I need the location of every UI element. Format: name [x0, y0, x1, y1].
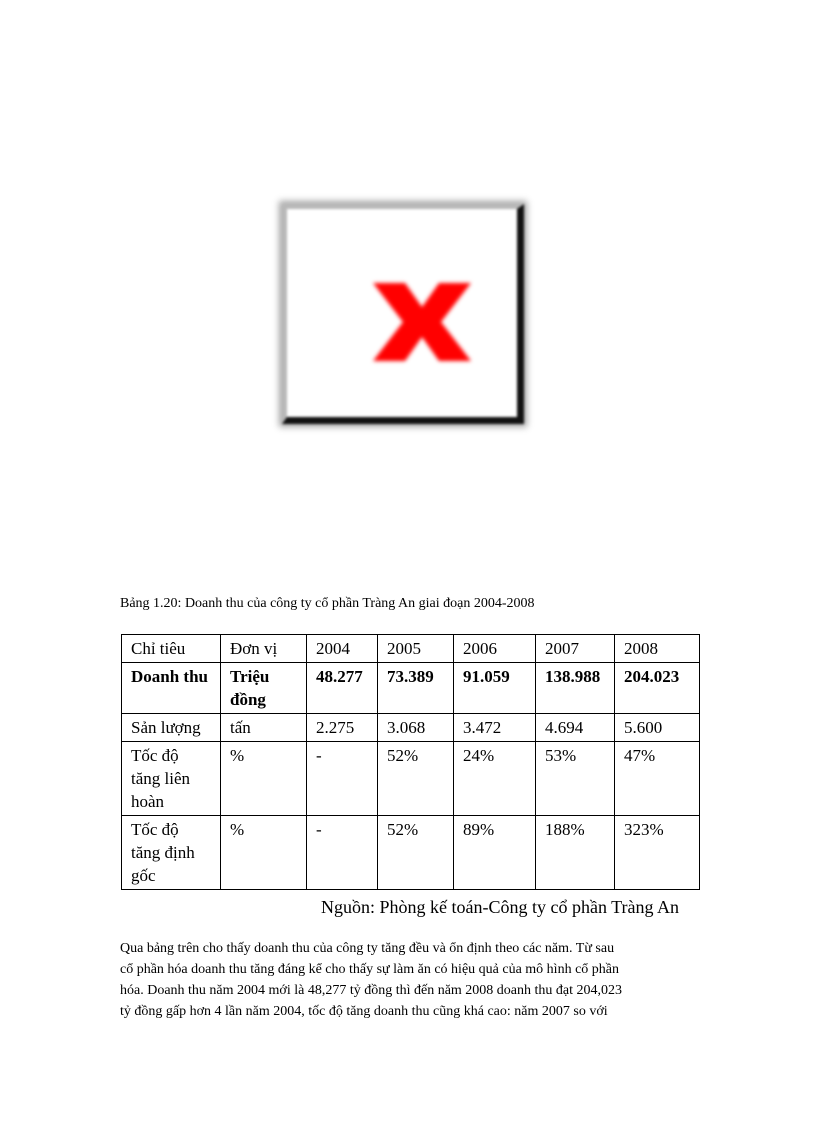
table-cell: 3.068 — [378, 714, 454, 742]
table-cell: 323% — [615, 816, 700, 890]
table-cell: Doanh thu — [122, 663, 221, 714]
table-cell: Sản lượng — [122, 714, 221, 742]
table-source-note: Nguồn: Phòng kế toán-Công ty cổ phần Tràng An — [321, 897, 679, 917]
table-cell: - — [307, 742, 378, 816]
table-cell: 3.472 — [454, 714, 536, 742]
broken-image-placeholder — [276, 198, 544, 438]
paragraph-line: cổ phần hóa doanh thu tăng đáng kể cho thấy sự làm ăn có hiệu quả của mô hình cổ phần — [120, 962, 620, 977]
table-cell: 52% — [378, 816, 454, 890]
header-cell: 2005 — [378, 635, 454, 663]
table-caption: Bảng 1.20: Doanh thu của công ty cổ phần Tràng An giai đoạn 2004-2008 — [120, 596, 535, 611]
table-cell: 47% — [615, 742, 700, 816]
table-cell: 73.389 — [378, 663, 454, 714]
table-cell: % — [221, 816, 307, 890]
table-cell: 24% — [454, 742, 536, 816]
table-cell: tấn — [221, 714, 307, 742]
table-cell: % — [221, 742, 307, 816]
table-row — [122, 714, 700, 742]
body-paragraph — [120, 938, 698, 1022]
table-cell: Triệu đồng — [221, 663, 307, 714]
table-header-row — [122, 635, 700, 663]
table-cell: 188% — [536, 816, 615, 890]
header-cell: 2004 — [307, 635, 378, 663]
paragraph-line: hóa. Doanh thu năm 2004 mới là 48,277 tỷ đồng thì đến năm 2008 doanh thu đạt 204,023 — [120, 983, 623, 998]
header-cell: 2008 — [615, 635, 700, 663]
table-row — [122, 816, 700, 890]
table-cell: 138.988 — [536, 663, 615, 714]
table-cell: 5.600 — [615, 714, 700, 742]
table-cell: 53% — [536, 742, 615, 816]
header-cell: Đơn vị — [221, 635, 307, 663]
paragraph-line: tỷ đồng gấp hơn 4 lần năm 2004, tốc độ tăng doanh thu cũng khá cao: năm 2007 so với — [120, 1004, 608, 1019]
header-cell: Chỉ tiêu — [122, 635, 221, 663]
header-cell: 2006 — [454, 635, 536, 663]
red-x-icon — [367, 277, 477, 367]
table-cell: Tốc độ tăng liên hoàn — [122, 742, 221, 816]
table-cell: Tốc độ tăng định gốc — [122, 816, 221, 890]
revenue-table — [121, 634, 700, 890]
paragraph-line: Qua bảng trên cho thấy doanh thu của công ty tăng đều và ổn định theo các năm. Từ sau — [120, 941, 615, 956]
table-cell: 2.275 — [307, 714, 378, 742]
table-cell: 48.277 — [307, 663, 378, 714]
table-row — [122, 663, 700, 714]
table-cell: 204.023 — [615, 663, 700, 714]
table-cell: 4.694 — [536, 714, 615, 742]
table-cell: - — [307, 816, 378, 890]
table-cell: 89% — [454, 816, 536, 890]
broken-image-frame — [282, 204, 524, 424]
header-cell: 2007 — [536, 635, 615, 663]
table-row — [122, 742, 700, 816]
table-cell: 91.059 — [454, 663, 536, 714]
table-cell: 52% — [378, 742, 454, 816]
